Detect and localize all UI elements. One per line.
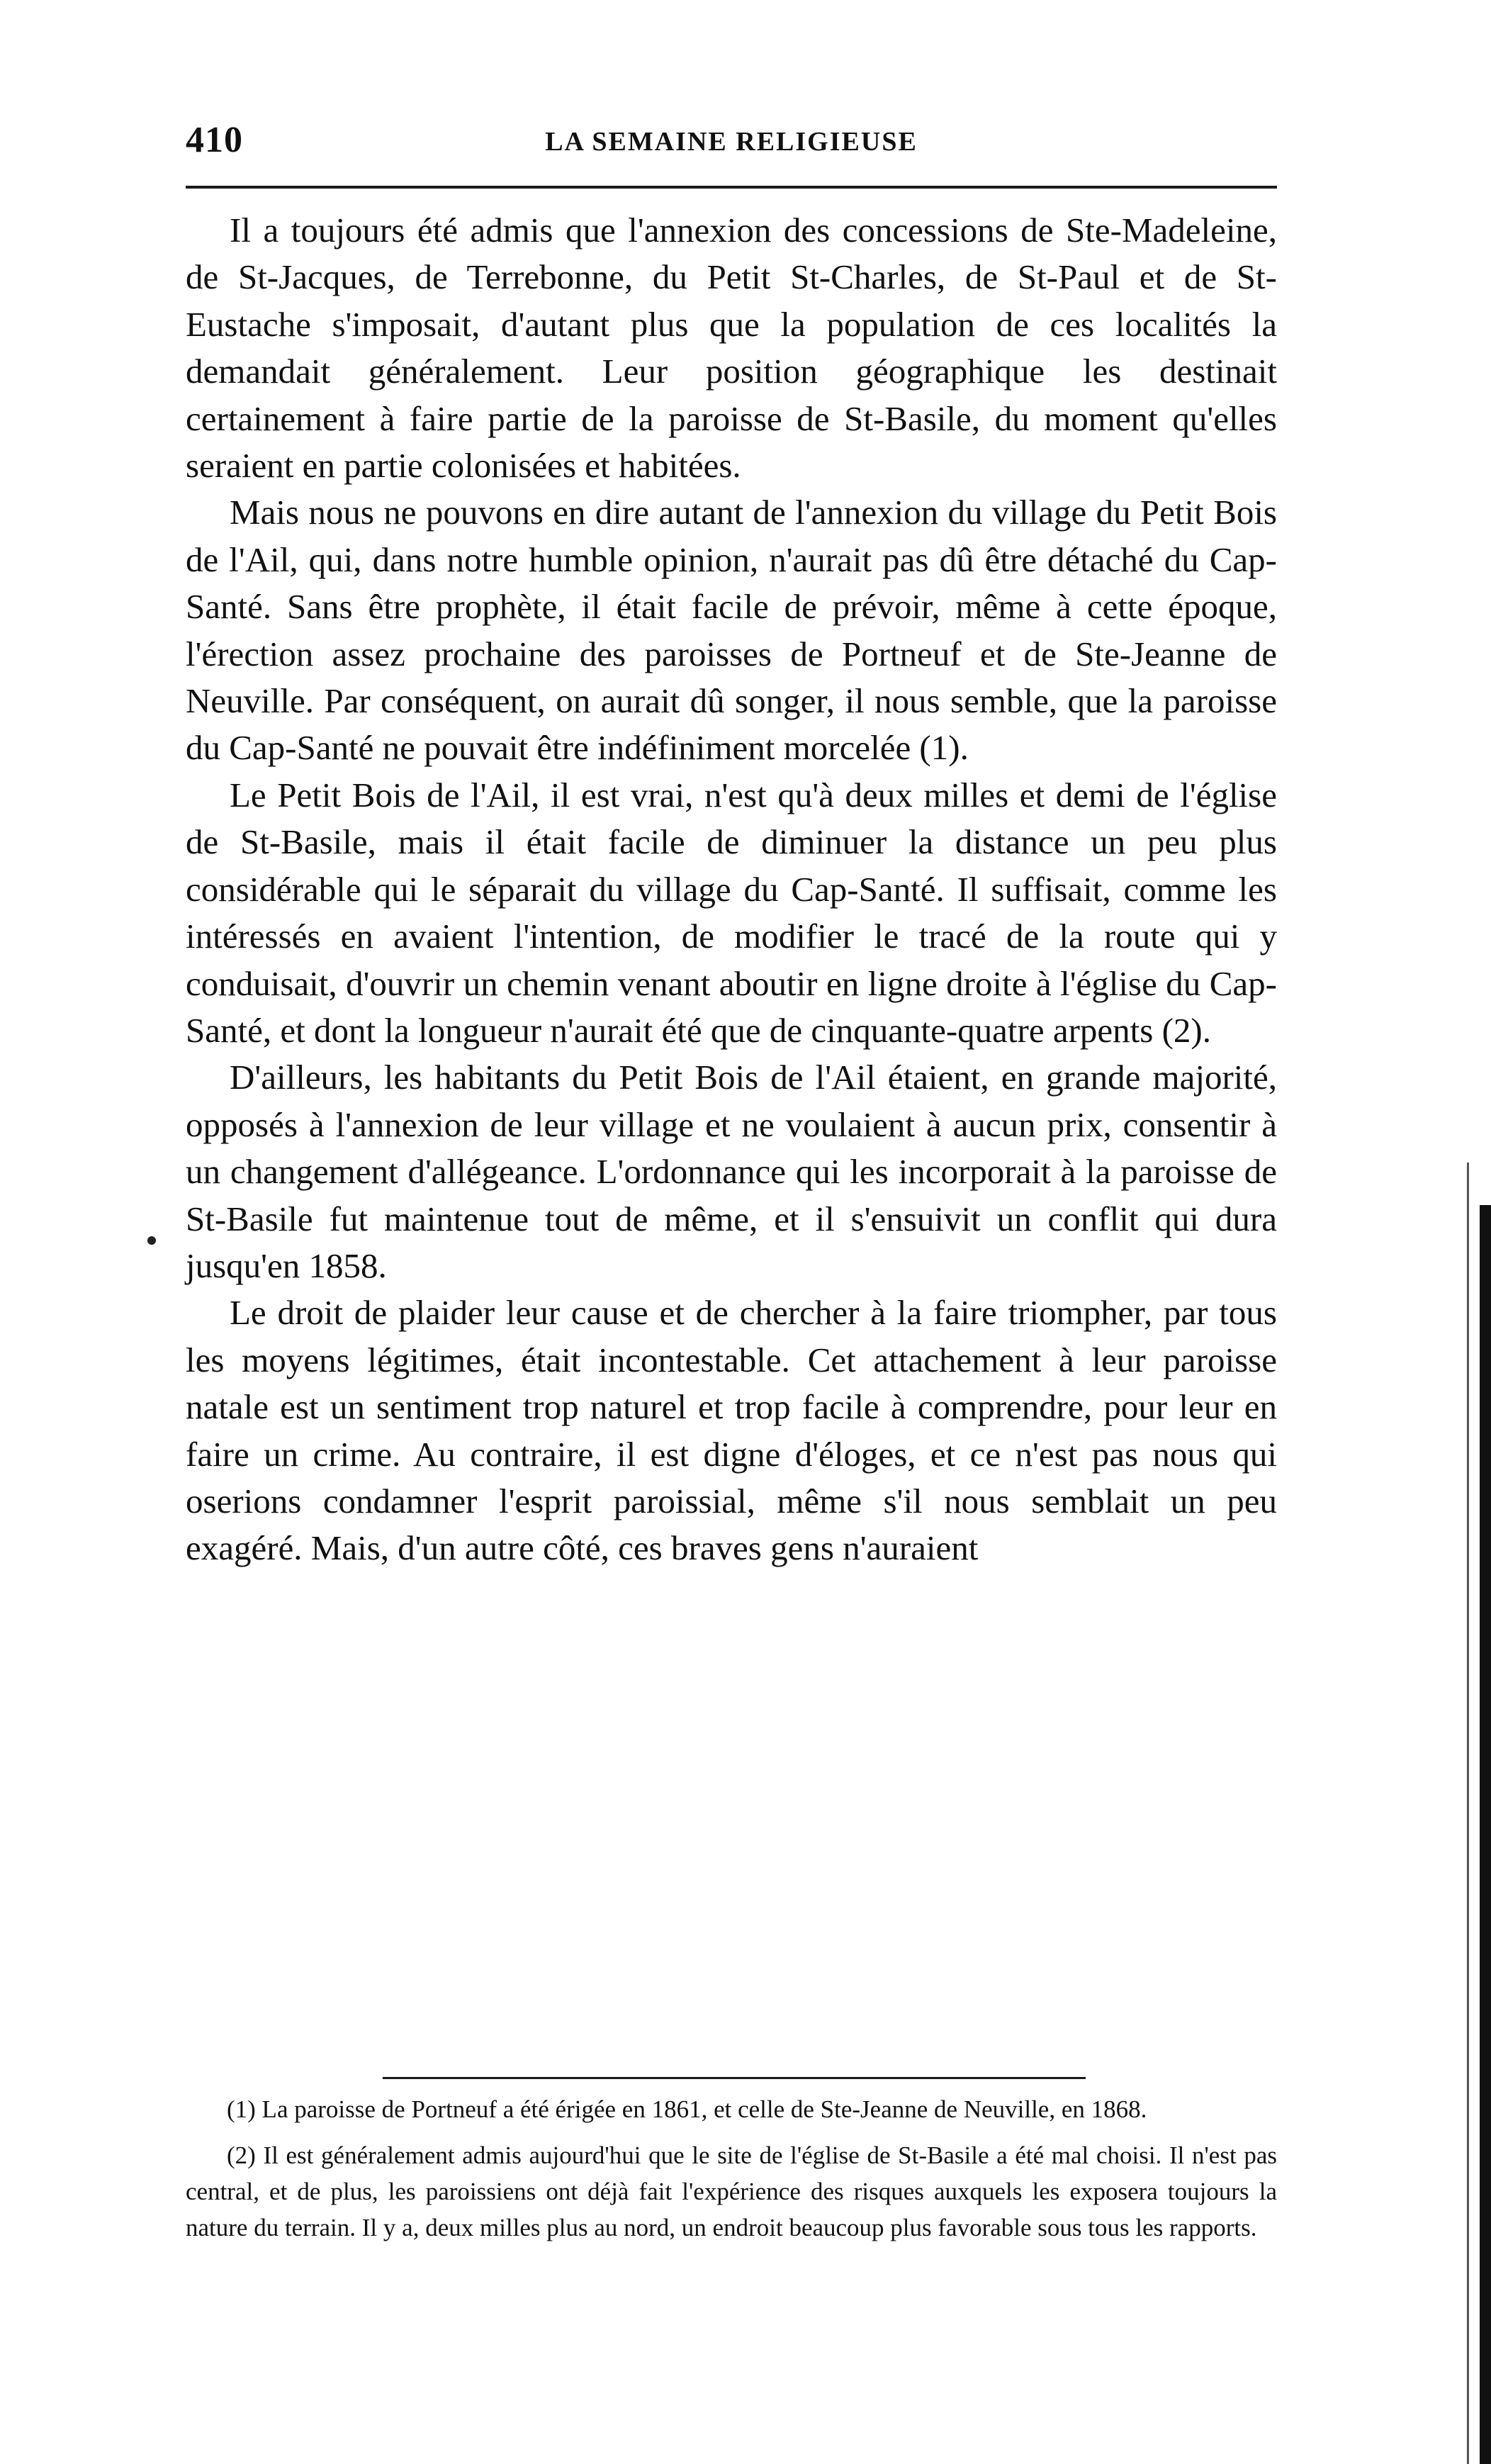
margin-mark <box>147 1236 156 1245</box>
header-rule <box>186 186 1277 189</box>
footnotes <box>186 2091 1277 2256</box>
paragraph-distance: Le Petit Bois de l'Ail, il est vrai, n'est qu'à deux milles et demi de l'église de St-Basile, mais il était facile de diminuer la distance un peu plus considérable qui le séparait du village du Cap-Santé. Il suffisait, comme les intéressés en avaient l'intention, de modifier le tracé de la route qui y conduisait, d'ouvrir un chemin venant aboutir en ligne droite à l'église du Cap-Santé, et dont la longueur n'aurait été que de cinquante-quatre arpents (2). <box>186 775 1277 1050</box>
page-header <box>186 119 1277 162</box>
footnote-rule <box>383 2077 1086 2079</box>
scan-edge-shadow <box>1480 1205 1491 2464</box>
page-number: 410 <box>186 120 243 160</box>
running-title: LA SEMAINE RELIGIEUSE <box>545 127 918 157</box>
footnote-2: (2) Il est généralement admis aujourd'hui que le site de l'église de St-Basile a été mal choisi. Il n'est pas central, et de plus, les paroissiens ont déjà fait l'expérience des risques auxquels les exposera toujours la nature du terrain. Il y a, deux milles plus au nord, un endroit beaucoup plus favorable sous tous les rapports. <box>186 2141 1277 2241</box>
paragraph-droit-de-plaider: Le droit de plaider leur cause et de chercher à la faire triompher, par tous les moyens légitimes, était incontestable. Cet attachement à leur paroisse natale est un sentiment trop naturel et trop facile à comprendre, pour leur en faire un crime. Au contraire, il est digne d'éloges, et ce n'est pas nous qui oserions condamner l'esprit paroissial, même s'il nous semblait un peu exagéré. Mais, d'un autre côté, ces braves gens n'auraient <box>186 1293 1277 1568</box>
scan-edge-line <box>1467 1163 1469 2464</box>
paragraph-annexion-concessions: Il a toujours été admis que l'annexion des concessions de Ste-Madeleine, de St-Jacques, de Terrebonne, du Petit St-Charles, de St-Paul et de St-Eustache s'imposait, d'autant plus que la population de ces localités la demandait généralement. Leur position géographique les destinait certainement à faire partie de la paroisse de St-Basile, du moment qu'elles seraient en partie colonisées et habitées. <box>186 211 1277 486</box>
footnote-1: (1) La paroisse de Portneuf a été érigée en 1861, et celle de Ste-Jeanne de Neuville, en 1868. <box>227 2095 1147 2123</box>
paragraph-petit-bois-de-l-ail: Mais nous ne pouvons en dire autant de l'annexion du village du Petit Bois de l'Ail, qui, dans notre humble opinion, n'aurait pas dû être détaché du Cap-Santé. Sans être prophète, il était facile de prévoir, même à cette époque, l'érection assez prochaine des paroisses de Portneuf et de Ste-Jeanne de Neuville. Par conséquent, on aurait dû songer, il nous semble, que la paroisse du Cap-Santé ne pouvait être indéfiniment morcelée (1). <box>186 493 1277 768</box>
body-text <box>186 207 1277 1572</box>
paragraph-opposition: D'ailleurs, les habitants du Petit Bois de l'Ail étaient, en grande majorité, opposés à l'annexion de leur village et ne voulaient à aucun prix, consentir à un changement d'allégeance. L'ordonnance qui les incorporait à la paroisse de St-Basile fut maintenue tout de même, et il s'ensuivit un conflit qui dura jusqu'en 1858. <box>186 1058 1277 1285</box>
